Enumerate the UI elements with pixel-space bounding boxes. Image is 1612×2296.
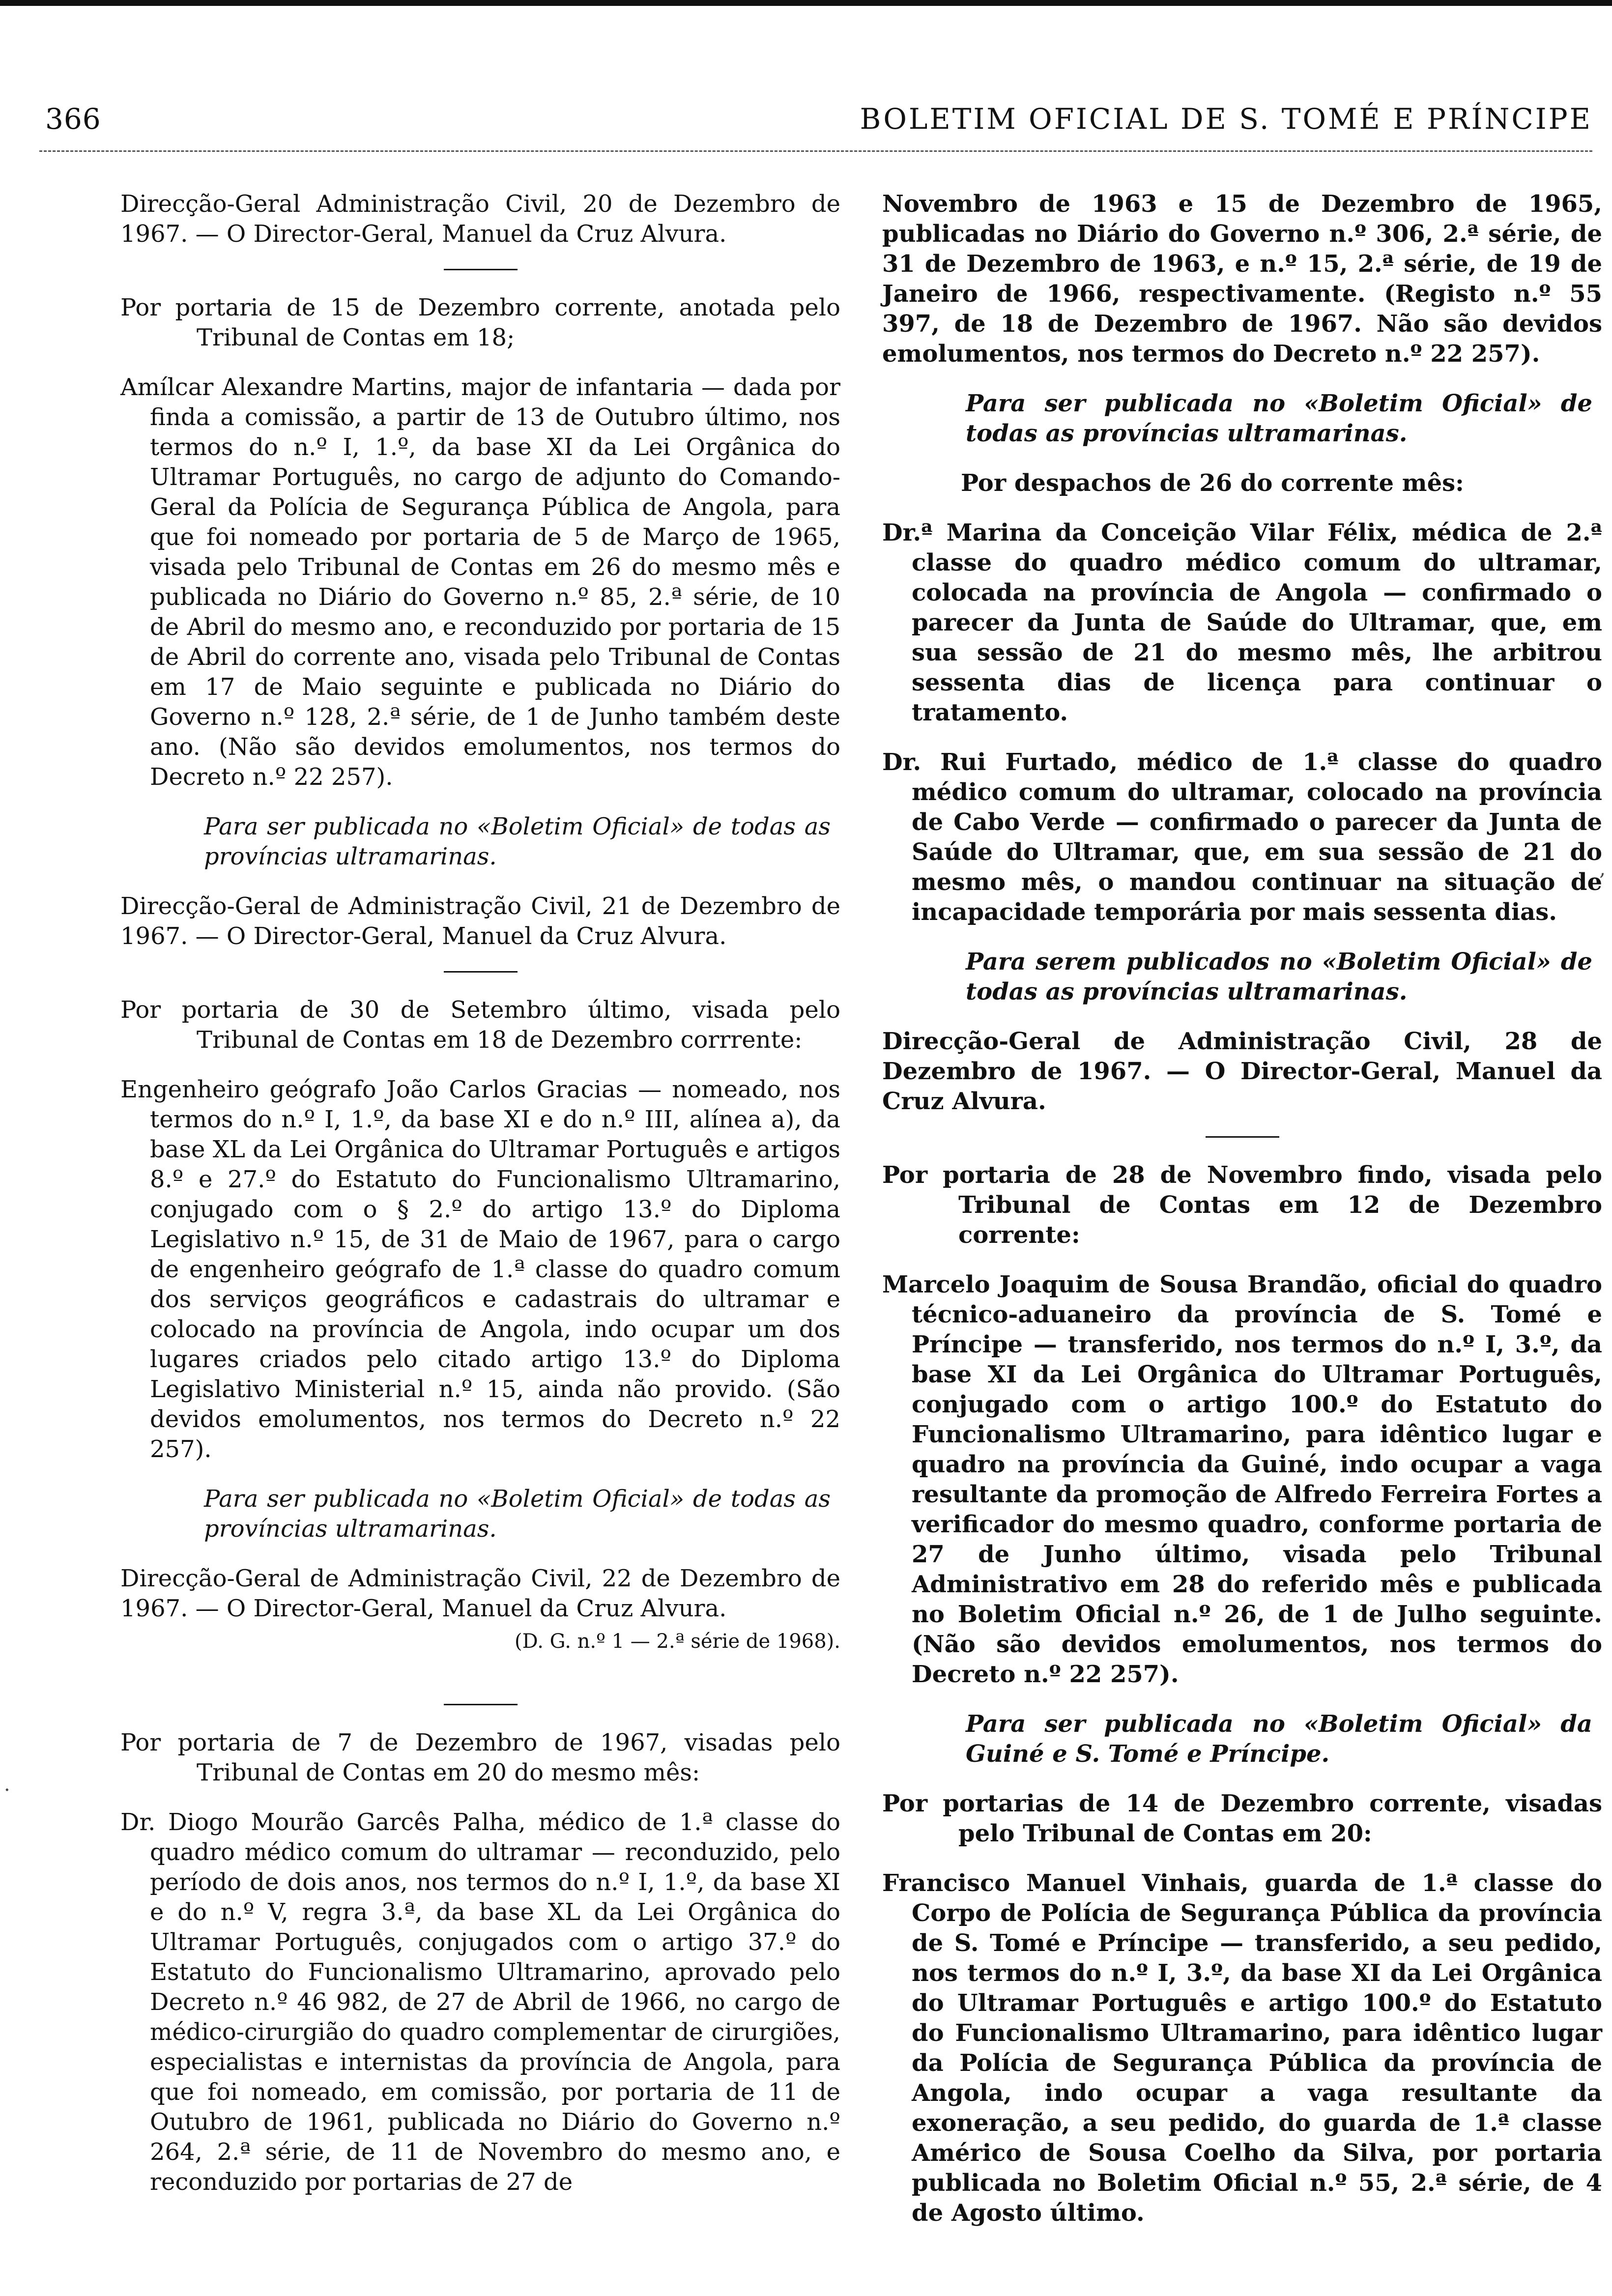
margin-scan-mark: · bbox=[4, 1779, 10, 1802]
section-divider bbox=[444, 269, 518, 270]
gazette-reference: (D. G. n.º 1 — 2.ª série de 1968). bbox=[514, 1630, 840, 1653]
left-column bbox=[120, 189, 840, 2217]
portaria-intro: Por portaria de 7 de Dezembro de 1967, visadas pelo Tribunal de Contas em 20 do mesmo mês: bbox=[120, 1729, 840, 1786]
margin-scan-mark: ‚ bbox=[1599, 858, 1606, 880]
signature-block: Direcção-Geral de Administração Civil, 28 de Dezembro de 1967. — O Director-Geral, Manuel da Cruz Alvura. bbox=[882, 1028, 1602, 1115]
header-divider bbox=[39, 150, 1592, 152]
signature-block: Direcção-Geral de Administração Civil, 22 de Dezembro de 1967. — O Director-Geral, Manuel da Cruz Alvura. bbox=[120, 1565, 840, 1622]
top-border-rule bbox=[0, 0, 1612, 6]
signature-block: Direcção-Geral Administração Civil, 20 de Dezembro de 1967. — O Director-Geral, Manuel da Cruz Alvura. bbox=[120, 190, 840, 248]
journal-title: BOLETIM OFICIAL DE S. TOMÉ E PRÍNCIPE bbox=[860, 102, 1592, 136]
section-divider bbox=[444, 971, 518, 973]
appointment-entry: Marcelo Joaquim de Sousa Brandão, oficial do quadro técnico-aduaneiro da província de S. Tomé e Príncipe — transferido, nos termos do n.º I, 3.º, da base XI da Lei Orgânica do Ultramar Português, conjugado com o artigo 100.º do Estatuto do Funcionalismo Ultramarino, para idêntico lugar e quadro na província da Guiné, indo ocupar a vaga resultante da promoção de Alfredo Ferreira Fortes a verificador do mesmo quadro, conforme portaria de 27 de Junho último, visada pelo Tribunal Administrativo em 28 do referido mês e publicada no Boletim Oficial n.º 26, de 1 de Julho seguinte. (Não são devidos emolumentos, nos termos do Decreto n.º 22 257). bbox=[882, 1271, 1602, 1688]
portaria-intro: Por portarias de 14 de Dezembro corrente, visadas pelo Tribunal de Contas em 20: bbox=[882, 1790, 1602, 1847]
portaria-intro: Por portaria de 15 de Dezembro corrente, anotada pelo Tribunal de Contas em 18; bbox=[120, 294, 840, 351]
publication-note: Para ser publicada no «Boletim Oficial» de todas as províncias ultramarinas. bbox=[204, 1485, 831, 1543]
appointment-entry: Dr. Diogo Mourão Garcês Palha, médico de 1.ª classe do quadro médico comum do ultramar — reconduzido, pelo período de dois anos, nos termos do n.º I, 1.º, da base XI e do n.º V, regra 3.ª, da base XL da Lei Orgânica do Ultramar Português, conjugados com o artigo 37.º do Estatuto do Funcionalismo Ultramarino, aprovado pelo Decreto n.º 46 982, de 27 de Abril de 1966, no cargo de médico-cirurgião do quadro complementar de cirurgiões, especialistas e internistas da província de Angola, para que foi nomeado, em comissão, por portaria de 11 de Outubro de 1961, publicada no Diário do Governo n.º 264, 2.ª série, de 11 de Novembro do mesmo ano, e reconduzido por portarias de 27 de bbox=[120, 1808, 840, 2196]
section-divider bbox=[1206, 1136, 1279, 1138]
page-number: 366 bbox=[45, 102, 101, 136]
continued-entry: Novembro de 1963 e 15 de Dezembro de 1965, publicadas no Diário do Governo n.º 306, 2.ª série, de 31 de Dezembro de 1963, e n.º 15, 2.ª série, de 19 de Janeiro de 1966, respectivamente. (Registo n.º 55 397, de 18 de Dezembro de 1967. Não são devidos emolumentos, nos termos do Decreto n.º 22 257). bbox=[882, 190, 1602, 368]
publication-note: Para ser publicada no «Boletim Oficial» de todas as províncias ultramarinas. bbox=[966, 390, 1592, 447]
appointment-entry: Dr.ª Marina da Conceição Vilar Félix, médica de 2.ª classe do quadro médico comum do ultramar, colocada na província de Angola — confirmado o parecer da Junta de Saúde do Ultramar, que, em sua sessão de 21 do mesmo mês, lhe arbitrou sessenta dias de licença para continuar o tratamento. bbox=[882, 519, 1602, 726]
appointment-entry: Dr. Rui Furtado, médico de 1.ª classe do quadro médico comum do ultramar, colocado na província de Cabo Verde — confirmado o parecer da Junta de Saúde do Ultramar, que, em sua sessão de 21 do mesmo mês, o mandou continuar na situação de incapacidade temporária por mais sessenta dias. bbox=[882, 748, 1602, 926]
appointment-entry: Amílcar Alexandre Martins, major de infantaria — dada por finda a comissão, a partir de 13 de Outubro último, nos termos do n.º I, 1.º, da base XI da Lei Orgânica do Ultramar Português, no cargo de adjunto do Comando-Geral da Polícia de Segurança Pública de Angola, para que foi nomeado por portaria de 5 de Março de 1965, visada pelo Tribunal de Contas em 26 do mesmo mês e publicada no Diário do Governo n.º 85, 2.ª série, de 10 de Abril do mesmo ano, e reconduzido por portaria de 15 de Abril do corrente ano, visada pelo Tribunal de Contas em 17 de Maio seguinte e publicada no Diário do Governo n.º 128, 2.ª série, de 1 de Junho também deste ano. (Não são devidos emolumentos, nos termos do Decreto n.º 22 257). bbox=[120, 373, 840, 791]
portaria-intro: Por portaria de 28 de Novembro findo, visada pelo Tribunal de Contas em 12 de Dezembro corrente: bbox=[882, 1161, 1602, 1249]
publication-note: Para ser publicada no «Boletim Oficial» de todas as províncias ultramarinas. bbox=[204, 813, 831, 870]
publication-note: Para serem publicados no «Boletim Oficial» de todas as províncias ultramarinas. bbox=[966, 948, 1592, 1005]
despacho-intro: Por despachos de 26 do corrente mês: bbox=[961, 469, 1464, 497]
signature-block: Direcção-Geral de Administração Civil, 21 de Dezembro de 1967. — O Director-Geral, Manuel da Cruz Alvura. bbox=[120, 892, 840, 950]
appointment-entry: Engenheiro geógrafo João Carlos Gracias — nomeado, nos termos do n.º I, 1.º, da base XI e do n.º III, alínea a), da base XL da Lei Orgânica do Ultramar Português e artigos 8.º e 27.º do Estatuto do Funcionalismo Ultramarino, conjugado com o § 2.º do artigo 13.º do Diploma Legislativo n.º 15, de 31 de Maio de 1967, para o cargo de engenheiro geógrafo de 1.ª classe do quadro comum dos serviços geográficos e cadastrais do ultramar e colocado na província de Angola, indo ocupar um dos lugares criados pelo citado artigo 13.º do Diploma Legislativo Ministerial n.º 15, ainda não provido. (São devidos emolumentos, nos termos do Decreto n.º 22 257). bbox=[120, 1076, 840, 1463]
right-column bbox=[882, 189, 1602, 2248]
page-header bbox=[39, 93, 1592, 147]
appointment-entry: Francisco Manuel Vinhais, guarda de 1.ª classe do Corpo de Polícia de Segurança Pública da província de S. Tomé e Príncipe — transferido, a seu pedido, nos termos do n.º I, 3.º, da base XI da Lei Orgânica do Ultramar Português e artigo 100.º do Estatuto do Funcionalismo Ultramarino, para idêntico lugar da Polícia de Segurança Pública da província de Angola, indo ocupar a vaga resultante da exoneração, a seu pedido, do guarda de 1.ª classe Américo de Sousa Coelho da Silva, por portaria publicada no Boletim Oficial n.º 55, 2.ª série, de 4 de Agosto último. bbox=[882, 1869, 1602, 2227]
publication-note: Para ser publicada no «Boletim Oficial» da Guiné e S. Tomé e Príncipe. bbox=[966, 1710, 1592, 1768]
portaria-intro: Por portaria de 30 de Setembro último, visada pelo Tribunal de Contas em 18 de Dezembro corrrente: bbox=[120, 996, 840, 1054]
section-divider bbox=[444, 1704, 518, 1705]
